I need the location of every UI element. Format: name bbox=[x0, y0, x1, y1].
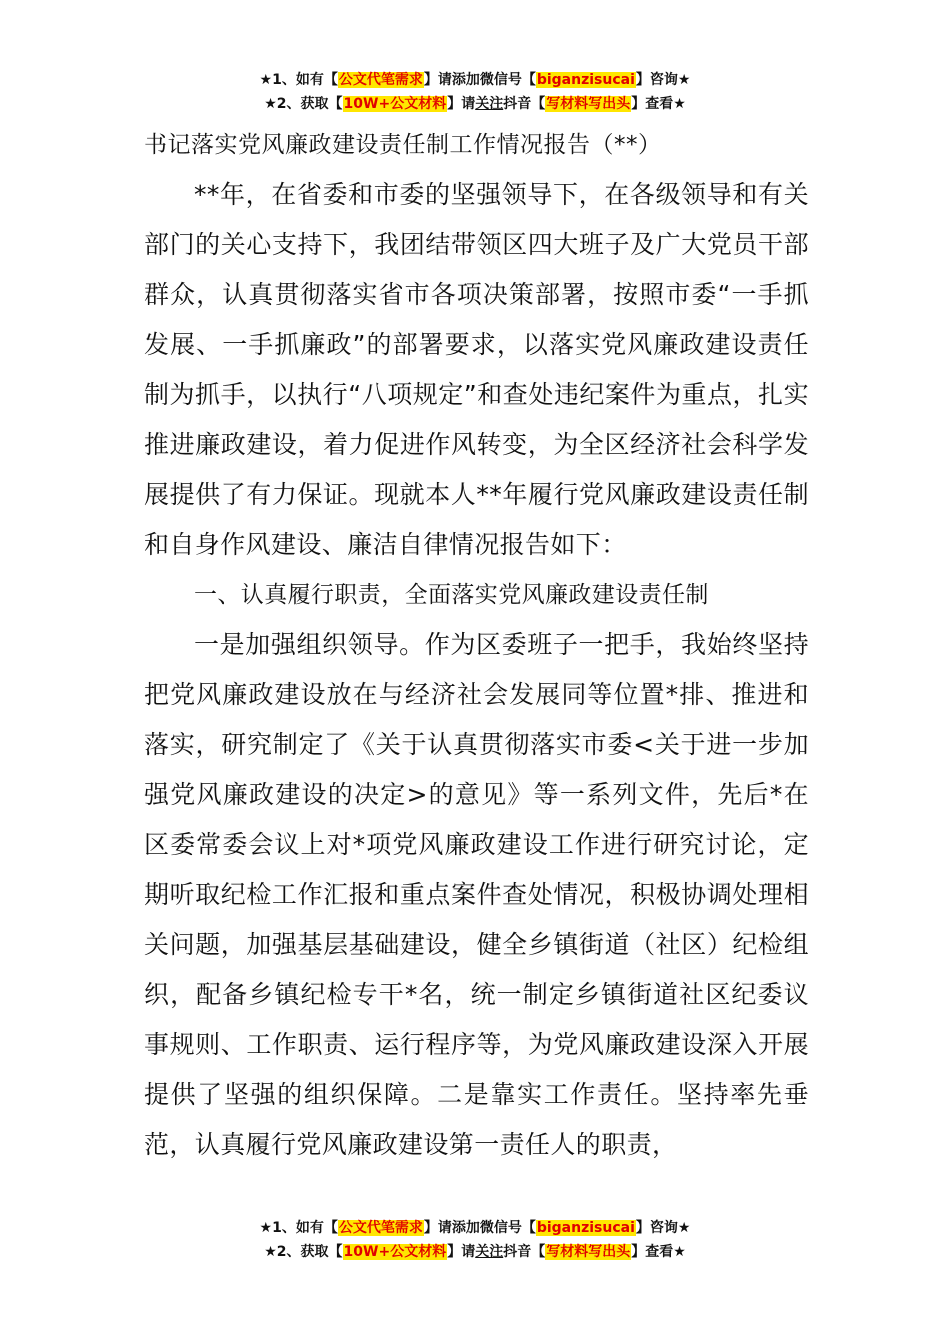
star-icon: ★ bbox=[673, 1244, 686, 1260]
wechat-id-highlight: biganzisucai bbox=[536, 72, 635, 88]
banner-highlight: 公文代笔需求 bbox=[338, 1220, 423, 1236]
banner-line-1 bbox=[0, 1216, 950, 1240]
bottom-banner bbox=[0, 1216, 950, 1264]
star-icon: ★ bbox=[264, 1244, 277, 1260]
banner-line-2 bbox=[0, 1240, 950, 1264]
banner-text: 】咨询 bbox=[635, 1220, 678, 1236]
star-icon: ★ bbox=[259, 72, 273, 88]
section-heading-1: 一、认真履行职责，全面落实党风廉政建设责任制 bbox=[194, 582, 709, 608]
paragraph-intro: **年，在省委和市委的坚强领导下，在各级领导和有关部门的关心支持下，我团结带领区四大班子及广大党员干部群众，认真贯彻落实省市各项决策部署，按照市委“一手抓发展、一手抓廉政”的部署要求，以落实党风廉政建设责任制为抓手，以执行“八项规定”和查处违纪案件为重点，扎实推进廉政建设，着力促进作风转变，为全区经济社会科学发展提供了有力保证。现就本人**年履行党风廉政建设责任制和自身作风建设、廉洁自律情况报告如下： bbox=[144, 180, 809, 559]
document-title: 书记落实党风廉政建设责任制工作情况报告（**） bbox=[144, 132, 662, 158]
banner-text: 】咨询 bbox=[635, 72, 678, 88]
star-icon: ★ bbox=[259, 1220, 273, 1236]
banner-highlight: 10W+公文材料 bbox=[343, 96, 447, 112]
banner-text: 1、如有【 bbox=[272, 72, 338, 88]
banner-text: 1、如有【 bbox=[272, 1220, 338, 1236]
star-icon: ★ bbox=[677, 72, 691, 88]
banner-emphasis: 关注 bbox=[475, 1244, 504, 1260]
banner-text: 抖音【 bbox=[503, 1244, 546, 1260]
banner-highlight: 10W+公文材料 bbox=[343, 1244, 447, 1260]
banner-text: 】查看 bbox=[631, 96, 674, 112]
banner-emphasis: 关注 bbox=[475, 96, 504, 112]
document-body bbox=[144, 170, 809, 1170]
banner-text: 】请 bbox=[423, 72, 452, 88]
banner-text: 】请 bbox=[447, 96, 476, 112]
star-icon: ★ bbox=[677, 1220, 691, 1236]
banner-emphasis: 添加 bbox=[451, 72, 480, 88]
banner-line-2 bbox=[0, 92, 950, 116]
banner-text: 】请 bbox=[447, 1244, 476, 1260]
banner-text: 】请 bbox=[423, 1220, 452, 1236]
star-icon: ★ bbox=[673, 96, 686, 112]
banner-text: 2、获取【 bbox=[276, 96, 343, 112]
wechat-id-highlight: biganzisucai bbox=[536, 1220, 635, 1236]
star-icon: ★ bbox=[264, 96, 277, 112]
top-banner bbox=[0, 68, 950, 116]
banner-highlight: 公文代笔需求 bbox=[338, 72, 423, 88]
banner-text: 2、获取【 bbox=[276, 1244, 343, 1260]
douyin-id-highlight: 写材料写出头 bbox=[546, 96, 631, 112]
banner-text: 微信号【 bbox=[479, 1220, 536, 1236]
banner-text: 】查看 bbox=[631, 1244, 674, 1260]
banner-text: 微信号【 bbox=[479, 72, 536, 88]
banner-emphasis: 添加 bbox=[451, 1220, 480, 1236]
banner-text: 抖音【 bbox=[503, 96, 546, 112]
banner-line-1 bbox=[0, 68, 950, 92]
douyin-id-highlight: 写材料写出头 bbox=[546, 1244, 631, 1260]
paragraph-organization: 一是加强组织领导。作为区委班子一把手，我始终坚持把党风廉政建设放在与经济社会发展同等位置*排、推进和落实，研究制定了《关于认真贯彻落实市委<关于进一步加强党风廉政建设的决定>的意见》等一系列文件，先后*在区委常委会议上对*项党风廉政建设工作进行研究讨论，定期听取纪检工作汇报和重点案件查处情况，积极协调处理相关问题，加强基层基础建设，健全乡镇街道（社区）纪检组织，配备乡镇纪检专干*名，统一制定乡镇街道社区纪委议事规则、工作职责、运行程序等，为党风廉政建设深入开展提供了坚强的组织保障。二是靠实工作责任。坚持率先垂范，认真履行党风廉政建设第一责任人的职责， bbox=[144, 630, 809, 1159]
